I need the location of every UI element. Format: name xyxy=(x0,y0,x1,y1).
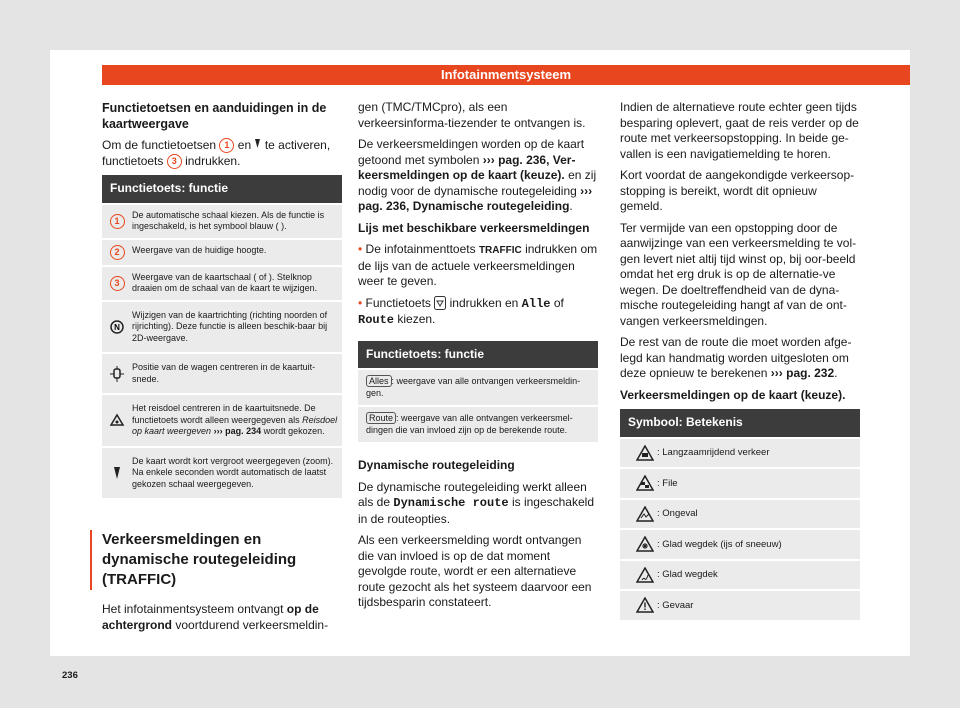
table-row xyxy=(102,352,342,393)
section-heading: Functietoetsen en aanduidingen in de kaartweergave xyxy=(102,101,327,131)
paragraph xyxy=(358,137,598,215)
paragraph-text: en zij nodig voor de dynamische routegeleiding xyxy=(358,168,597,198)
table-header: Functietoets: functie xyxy=(358,341,598,369)
table-row xyxy=(102,203,342,238)
option-route: Route xyxy=(358,313,395,327)
column-3 xyxy=(620,100,860,620)
paragraph-text: De verkeersmeldingen worden op de kaart getoond met symbolen xyxy=(358,137,585,167)
table-header: Symbool: Betekenis xyxy=(620,409,860,437)
symbol-label: : File xyxy=(657,477,678,489)
function-table xyxy=(102,175,342,498)
paragraph: Als een verkeersmelding wordt ontvangen die van invloed is op de dat moment gevolgde route, wordt er een alternatieve route gezocht als het systeem daarvoor een tijdsbesparin constateert. xyxy=(358,533,592,609)
paragraph-text: . xyxy=(569,199,573,213)
destination-icon xyxy=(109,413,125,427)
paragraph xyxy=(358,480,598,528)
paragraph-text: De dynamische routegeleiding werkt alleen als de xyxy=(358,479,587,509)
vehicle-position-icon xyxy=(110,366,124,382)
symbol-row xyxy=(620,467,860,498)
route-key: Route xyxy=(366,412,396,424)
table-cell: Wijzigen van de kaartrichting (richting noorden of rijrichting). Deze functie is alleen beschik-baar bij 2D-weergave. xyxy=(132,309,328,343)
symbol-label: : Gevaar xyxy=(657,599,694,611)
symbol-table xyxy=(620,409,860,620)
table-text: : weergave van alle ontvangen verkeersmel-dingen die van invloed zijn op de berekende route. xyxy=(366,413,573,435)
paragraph-text: of xyxy=(553,295,564,310)
callout-3: 3 xyxy=(167,154,182,169)
table-text: wordt gekozen. xyxy=(263,426,325,436)
symbol-label: : Langzaamrijdend verkeer xyxy=(657,447,770,458)
symbol-row xyxy=(620,498,860,529)
svg-text:N: N xyxy=(114,322,120,332)
intro-paragraph xyxy=(102,138,342,169)
paragraph-text: De rest van de route die moet worden afge-legd kan handmatig worden uitgesloten om deze opnieuw te berekenen xyxy=(620,335,852,380)
table-cell: Weergave van de huidige hoogte. xyxy=(132,244,267,255)
filter-icon xyxy=(434,296,446,310)
symbol-row xyxy=(620,437,860,468)
table-header: Functietoets: functie xyxy=(102,175,342,203)
slippery-icon xyxy=(636,567,654,583)
table-row xyxy=(102,300,342,353)
subheading: Lijs met beschikbare verkeersmeldingen xyxy=(358,220,590,235)
symbol-row xyxy=(620,528,860,559)
danger-icon xyxy=(636,597,654,613)
page-link[interactable]: ››› pag. 232 xyxy=(770,366,835,380)
paragraph xyxy=(620,335,860,382)
paragraph-text: kiezen. xyxy=(397,312,436,326)
callout-3: 3 xyxy=(110,276,125,291)
ice-icon xyxy=(636,536,654,552)
function-table-2 xyxy=(358,341,598,443)
symbol-label: : Ongeval xyxy=(657,508,698,519)
paragraph: Indien de alternatieve route echter geen tijds besparing oplevert, gaat de reis verder op de route met verkeersopstopping. In beide ge-vallen is een navigatiemelding te horen. xyxy=(620,100,859,161)
zoom-icon xyxy=(254,138,261,149)
paragraph-text: indrukken en xyxy=(449,295,519,310)
page-link[interactable]: ››› pag. 236, Ver-keersmeldingen op de kaart (keuze). xyxy=(358,152,576,182)
north-icon xyxy=(110,320,124,334)
page-header: Infotainmentsysteem xyxy=(102,65,910,85)
accident-icon xyxy=(636,506,654,522)
paragraph: Ter vermijde van een opstopping door de aanwijzinge van een verkeersmelding te vol-gen levert niet altij tijd winst op, bij oor-beeld omdat het erg druk is op de alternatie-ve wegen. De doeltreffendheid van de dyna-mische routegeleiding hangt af van de ont-vangen verkeersmeldingen. xyxy=(620,220,857,328)
symbol-label: : Glad wegdek xyxy=(657,569,718,580)
table-text: : weergave van alle ontvangen verkeersmeldin-gen. xyxy=(366,376,581,398)
bullet-icon: • xyxy=(358,295,363,310)
option-dynamic-route: Dynamische route xyxy=(393,496,509,510)
bullet-item xyxy=(358,242,598,290)
paragraph-bold: op de achtergrond xyxy=(102,602,319,632)
table-row xyxy=(102,265,342,300)
option-alle: Alle xyxy=(521,296,551,311)
paragraph-text: voortdurend verkeersmeldin- xyxy=(175,617,329,632)
page-number: 236 xyxy=(62,670,78,681)
table-text: Positie van de wagen centreren in de kaartuit-snede. xyxy=(132,362,316,384)
table-row xyxy=(358,405,598,442)
subheading: Dynamische routegeleiding xyxy=(358,458,515,472)
table-cell: De automatische schaal kiezen. Als de functie is ingeschakeld, is het symbool blauw ( ). xyxy=(132,209,325,231)
paragraph-text: . xyxy=(834,366,838,380)
table-cell: Weergave van de kaartschaal ( of ). Stelknop draaien om de schaal van de kaart te wijzigen. xyxy=(132,271,318,293)
symbol-row xyxy=(620,589,860,620)
callout-2: 2 xyxy=(110,245,125,260)
alles-key: Alles xyxy=(366,375,392,387)
column-1 xyxy=(102,100,342,639)
intro-text: indrukken. xyxy=(185,153,241,168)
paragraph: gen (TMC/TMCpro), als een verkeersinforma-tiezender te ontvangen is. xyxy=(358,100,586,130)
symbol-label: : Glad wegdek (ijs of sneeuw) xyxy=(657,538,782,550)
paragraph xyxy=(102,602,342,633)
intro-text: Om de functietoetsen xyxy=(102,138,217,152)
zoom-icon xyxy=(113,466,121,480)
page-link[interactable]: ››› pag. 236, Dynamische routegeleiding xyxy=(358,183,593,213)
traffic-key: TRAFFIC xyxy=(478,245,522,256)
table-text: Het reisdoel centreren in de kaartuitsnede. De functietoets wordt alleen weergegeven als xyxy=(132,403,316,425)
table-cell xyxy=(366,376,590,399)
slow-traffic-icon xyxy=(636,445,654,461)
subheading: Verkeersmeldingen op de kaart (keuze). xyxy=(620,387,846,402)
paragraph-text: De infotainmenttoets xyxy=(365,242,476,256)
intro-text: te activeren, functietoets xyxy=(102,138,331,168)
column-2 xyxy=(358,100,598,617)
table-row xyxy=(102,238,342,265)
paragraph: Kort voordat de aangekondigde verkeersop-stopping is bereikt, wordt dit opnieuw gemeld. xyxy=(620,168,855,213)
bullet-icon: • xyxy=(358,242,363,256)
paragraph-text: is ingeschakeld in de routeopties. xyxy=(358,495,594,526)
callout-1: 1 xyxy=(219,138,234,153)
intro-text: en xyxy=(237,138,252,152)
table-cell xyxy=(128,403,338,438)
section-title: Verkeersmeldingen en dynamische routegeleiding (TRAFFIC) xyxy=(90,530,342,590)
page-link[interactable]: ››› pag. 234 xyxy=(213,426,262,436)
paragraph-text: indrukken om de lijs van de actuele verkeersmeldingen weer te geven. xyxy=(358,242,598,288)
table-cell xyxy=(366,413,590,436)
table-row xyxy=(358,368,598,405)
table-cell xyxy=(128,362,338,385)
bullet-item xyxy=(358,296,598,329)
table-row xyxy=(102,446,342,499)
callout-1: 1 xyxy=(110,214,125,229)
table-row xyxy=(102,393,342,446)
paragraph-text: Functietoets xyxy=(365,295,431,310)
symbol-row xyxy=(620,559,860,590)
traffic-jam-icon xyxy=(636,475,654,491)
paragraph-text: Het infotainmentsysteem ontvangt xyxy=(102,602,284,616)
table-text: Reisdoel op kaart weergeven xyxy=(132,414,338,436)
table-cell: De kaart wordt kort vergroot weergegeven (zoom). Na enkele seconden wordt automatisch de laatst gekozen schaal weergegeven. xyxy=(132,455,334,489)
